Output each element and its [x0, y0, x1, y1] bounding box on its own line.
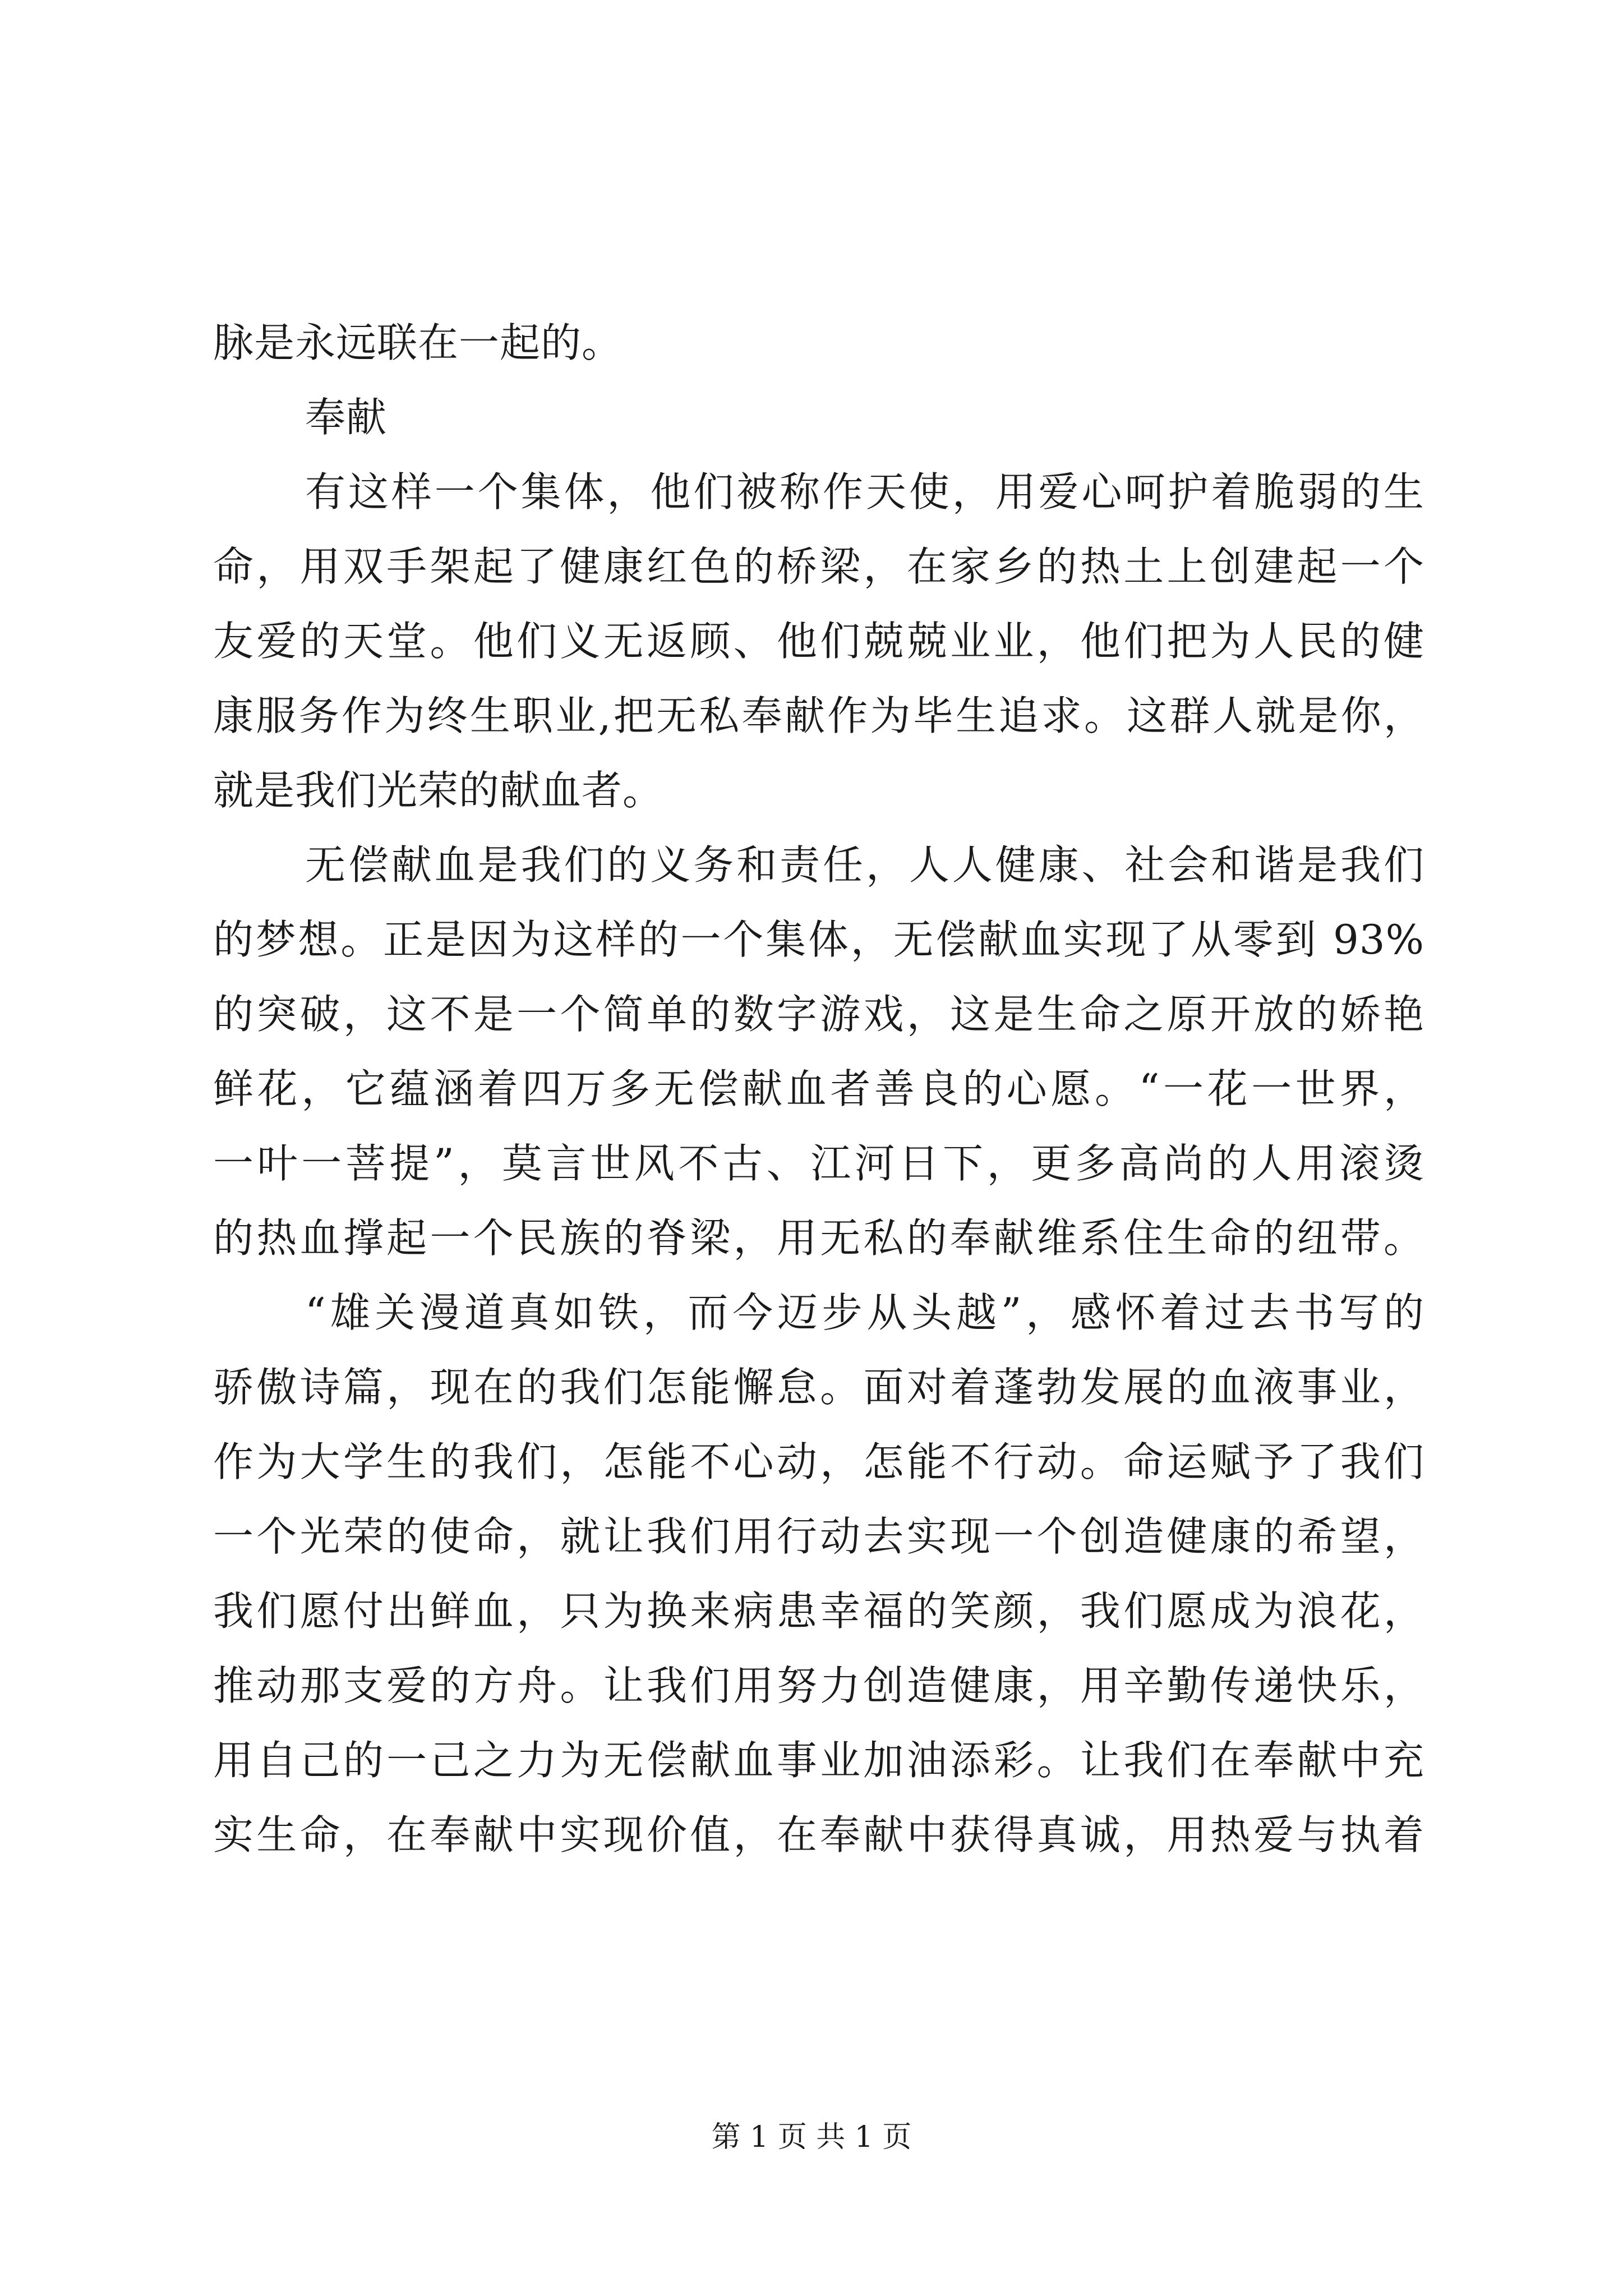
text-line: 命，用双手架起了健康红色的桥梁，在家乡的热土上创建起一个 — [213, 543, 1424, 590]
text-line: 康服务作为终生职业,把无私奉献作为毕生追求。这群人就是你， — [213, 692, 1424, 739]
text-line: 一个光荣的使命，就让我们用行动去实现一个创造健康的希望， — [213, 1513, 1424, 1560]
page-footer — [0, 2119, 1623, 2155]
text-line: 作为大学生的我们，怎能不心动，怎能不行动。命运赋予了我们 — [213, 1438, 1424, 1485]
text-line: 的热血撑起一个民族的脊梁，用无私的奉献维系住生命的纽带。 — [213, 1214, 1424, 1262]
document-body — [213, 306, 1424, 1872]
text-line: 有这样一个集体，他们被称作天使，用爱心呵护着脆弱的生 — [305, 468, 1424, 516]
text-line: 用自己的一己之力为无偿献血事业加油添彩。让我们在奉献中充 — [213, 1737, 1424, 1784]
text-line: 实生命，在奉献中实现价值，在奉献中获得真诚，用热爱与执着 — [213, 1811, 1424, 1858]
page-number-label: 第 1 页 共 1 页 — [711, 2120, 912, 2154]
text-line: 骄傲诗篇，现在的我们怎能懈怠。面对着蓬勃发展的血液事业， — [213, 1364, 1424, 1411]
text-line: “雄关漫道真如铁，而今迈步从头越”，感怀着过去书写的 — [305, 1289, 1424, 1336]
text-line: 一叶一菩提”，莫言世风不古、江河日下，更多高尚的人用滚烫 — [213, 1140, 1424, 1187]
text-line: 鲜花，它蕴涵着四万多无偿献血者善良的心愿。“一花一世界， — [213, 1065, 1424, 1112]
text-line: 脉是永远联在一起的。 — [213, 319, 623, 366]
text-line: 无偿献血是我们的义务和责任，人人健康、社会和谐是我们 — [305, 841, 1424, 889]
section-heading: 奉献 — [305, 394, 388, 441]
text-line: 友爱的天堂。他们义无返顾、他们兢兢业业，他们把为人民的健 — [213, 618, 1424, 665]
text-line: 我们愿付出鲜血，只为换来病患幸福的笑颜，我们愿成为浪花， — [213, 1588, 1424, 1635]
text-line: 的突破，这不是一个简单的数字游戏，这是生命之原开放的娇艳 — [213, 991, 1424, 1038]
text-line: 推动那支爱的方舟。让我们用努力创造健康，用辛勤传递快乐， — [213, 1662, 1424, 1709]
text-line: 的梦想。正是因为这样的一个集体，无偿献血实现了从零到 93% — [213, 916, 1424, 963]
text-line: 就是我们光荣的献血者。 — [213, 767, 664, 814]
